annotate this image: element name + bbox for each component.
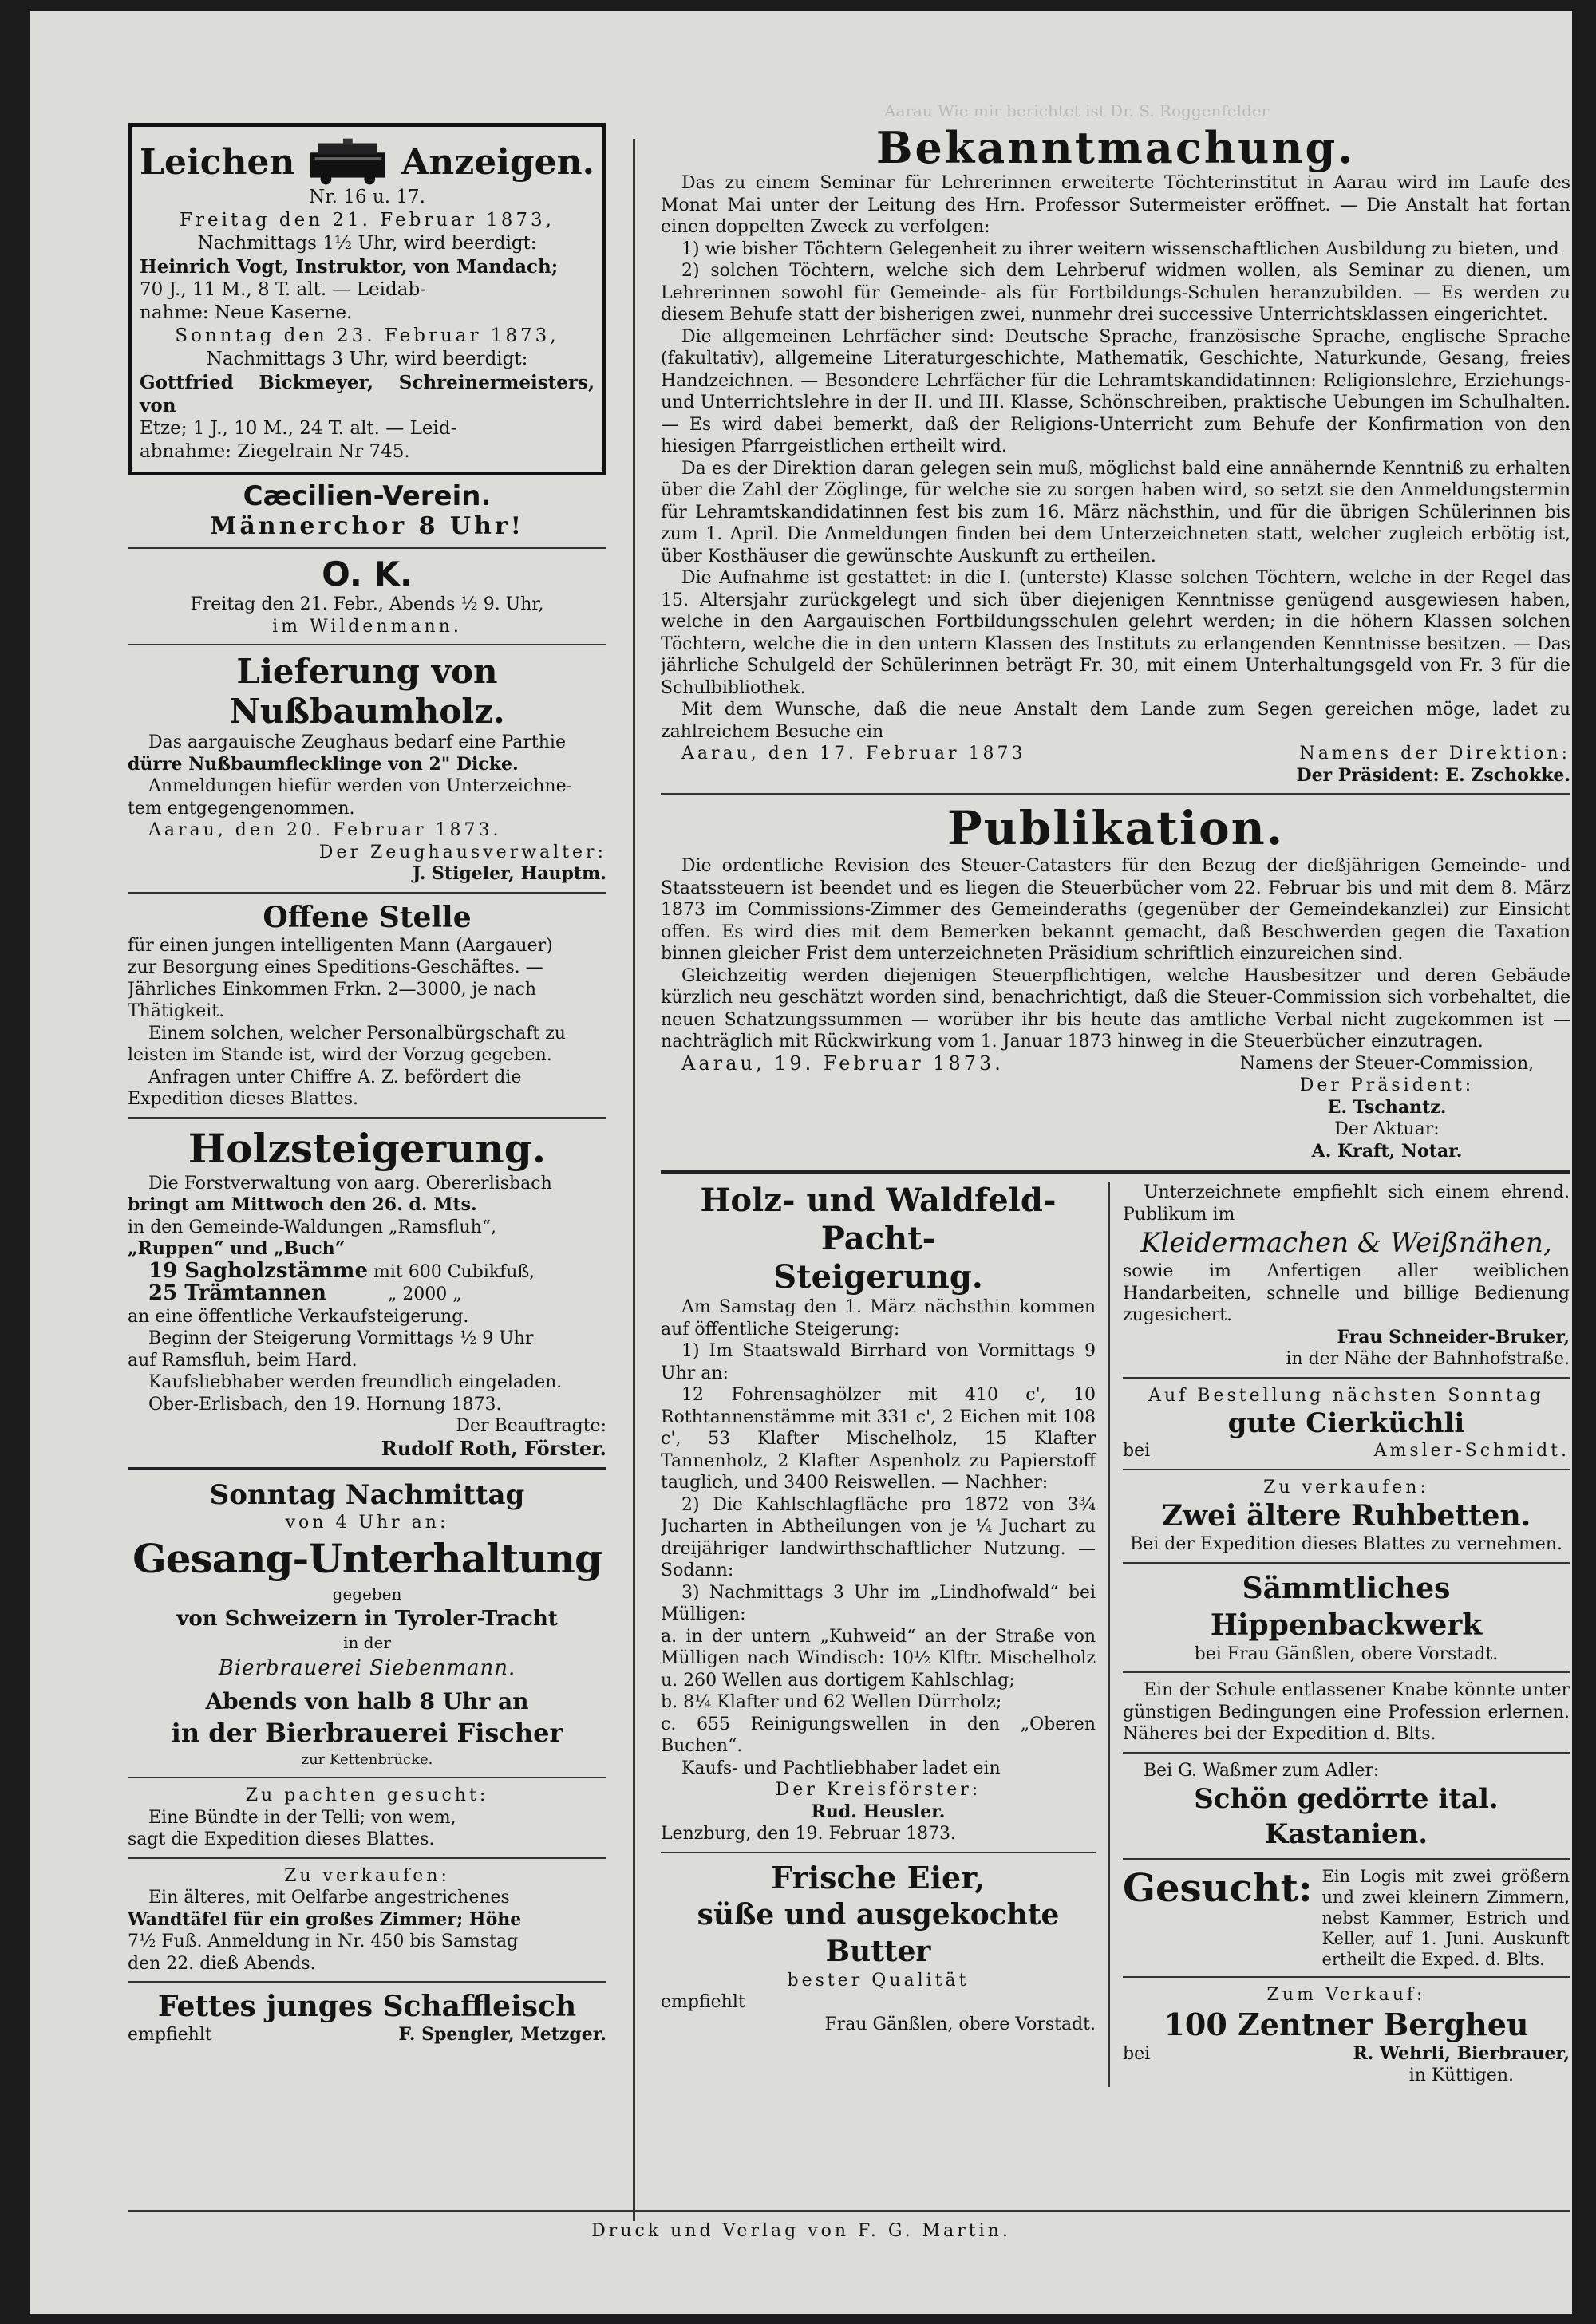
caecilien-notice xyxy=(128,480,606,541)
publication xyxy=(661,801,1570,1162)
walnut-line-3: Anmeldungen hiefür werden von Unterzeichne- xyxy=(148,776,573,796)
announcement-p3: 2) solchen Töchtern, welche sich dem Lehrberuf widmen wollen, als Seminar zu dienen, um Lehrerinnen sowohl für Gemeinde- als für Fortbildungs-Schulen heranzubilden. — Es werden zu diesem Behufe statt der bisherigen zwei, nunmehr drei successive Unterrichtsklassen eingerichtet. xyxy=(661,261,1570,325)
caecilien-subtitle: Männerchor 8 Uhr! xyxy=(210,512,524,540)
forest-lease-date: Lenzburg, den 19. Februar 1873. xyxy=(661,1824,956,1844)
walnut-title: Lieferung von Nußbaumholz. xyxy=(229,652,505,731)
dressmaking-notice xyxy=(1123,1182,1570,1371)
bleed-through-text: Aarau Wie mir berichtet ist Dr. S. Roggenfelder xyxy=(884,101,1270,120)
dressmaking-title: Kleidermachen & Weißnähen, xyxy=(1140,1227,1552,1259)
mutton-signature: F. Spengler, Metzger. xyxy=(398,2024,606,2045)
cuechli-notice xyxy=(1123,1385,1570,1462)
announcement xyxy=(661,123,1570,787)
panelling-line-2: Wandtäfel für ein großes Zimmer; Höhe xyxy=(128,1908,522,1930)
lodging-wanted-notice xyxy=(1123,1866,1570,1970)
timber-line-9: auf Ramsfluh, beim Hard. xyxy=(128,1350,358,1371)
cuechli-title: gute Cierküchli xyxy=(1227,1407,1465,1439)
cuechli-seller: Amsler-Schmidt. xyxy=(1373,1441,1570,1461)
publication-signature-1: Namens der Steuer-Commission, xyxy=(1239,1053,1535,1074)
apprentice-line-1: Ein der Schule entlassener Knabe könnte unter günstigen Bedingungen eine Profession erlernen. Näheres bei der Expedition d. Blts. xyxy=(1123,1680,1570,1744)
forest-lease-p4: 2) Die Kahlschlagfläche pro 1872 von 3¾ Jucharten in Abtheilungen von je ¼ Juchart zu dreijähriger landwirthschaftlicher Nutzung. — Sodann: xyxy=(661,1494,1096,1580)
separator xyxy=(661,1170,1570,1174)
notice-name-1: Heinrich Vogt, Instruktor, von Mandach; xyxy=(140,256,559,278)
forest-lease-p9: Kaufs- und Pachtliebhaber ladet ein xyxy=(681,1758,1001,1778)
announcement-p4: Die allgemeinen Lehrfächer sind: Deutsche Sprache, französische Sprache, englische Sprache (fakultativ), allgemeine Literaturgeschichte, Mathematik, Geschichte, Naturkunde, Gesang, freies Handzeichnen. — Besondere Lehrfächer für die Lehramtskandidatinnen: Religionslehre, Erziehungs- und Unterrichtslehre in der II. und III. Klasse, Schönschreiben, praktische Uebungen im Schulhalten. — Es wird dabei bemerkt, daß der Religions-Unterricht zum Behufe der Konfirmation von den hiesigen Pfarrgeistlichen ertheilt wird. xyxy=(661,326,1570,456)
walnut-signature-role: Der Zeughausverwalter: xyxy=(318,842,606,862)
footer-imprint: Druck und Verlag von F. G. Martin. xyxy=(591,2221,1011,2241)
concert-time: von 4 Uhr an: xyxy=(285,1513,449,1533)
timber-line-7: an eine öffentliche Verkaufsteigerung. xyxy=(128,1306,469,1327)
job-line-4: Thätigkeit. xyxy=(128,1001,225,1021)
walnut-line-1: Das aargauische Zeughaus bedarf eine Parthie xyxy=(148,732,566,752)
forest-lease-p5: 3) Nachmittags 3 Uhr im „Lindhofwald“ bei Mülligen: xyxy=(661,1582,1096,1624)
lodging-line-1: Ein Logis mit zwei größern und zwei kleinern Zimmern, nebst Kammer, Estrich und Keller, auf 1. Juni. Auskunft ertheilt die Exped. d. Blts. xyxy=(1321,1867,1570,1969)
panelling-line-3: 7½ Fuß. Anmeldung in Nr. 450 bis Samstag xyxy=(128,1931,519,1951)
timber-auction-title: Holzsteigerung. xyxy=(188,1124,547,1172)
eggs-butter-notice xyxy=(661,1860,1096,2036)
death-notices xyxy=(128,123,606,475)
butter-title: süße und ausgekochte Butter xyxy=(697,1897,1060,1968)
publication-signature-4: Der Aktuar: xyxy=(1334,1119,1440,1139)
publication-signature-5: A. Kraft, Notar. xyxy=(1311,1140,1463,1162)
walnut-date: Aarau, den 20. Februar 1873. xyxy=(148,820,502,840)
separator xyxy=(1123,1671,1570,1673)
chestnuts-line-1: Bei G. Waßmer zum Adler: xyxy=(1144,1760,1380,1781)
separator xyxy=(1123,1976,1570,1978)
job-line-8: Expedition dieses Blattes. xyxy=(128,1089,359,1109)
separator xyxy=(661,1852,1096,1853)
separator xyxy=(128,1857,606,1859)
timber-signature-role: Der Beauftragte: xyxy=(456,1416,606,1436)
forest-lease-p7: b. 8¼ Klafter und 62 Wellen Dürrholz; xyxy=(661,1692,1002,1712)
chestnuts-title: Schön gedörrte ital. Kastanien. xyxy=(1194,1783,1499,1850)
forest-lease-p6: a. in der untern „Kuhweid“ an der Straße von Mülligen nach Windisch: 10½ Klftr. Mischelholz u. 260 Wellen aus dortigem Kahlschlag; xyxy=(661,1626,1096,1691)
mutton-title: Fettes junges Schaffleisch xyxy=(157,1990,577,2023)
ok-line-1: Freitag den 21. Febr., Abends ½ 9. Uhr, xyxy=(190,594,544,614)
forest-lease-title-1: Holz- und Waldfeld-Pacht- xyxy=(700,1182,1057,1257)
right-column xyxy=(661,123,1570,2157)
timber-line-8: Beginn der Steigerung Vormittags ½ 9 Uhr xyxy=(148,1328,534,1348)
hay-seller: R. Wehrli, Bierbrauer, xyxy=(1353,2042,1570,2064)
announcement-title: Bekanntmachung. xyxy=(875,123,1356,173)
daybeds-title: Zwei ältere Ruhbetten. xyxy=(1161,1499,1531,1533)
forest-lease-p1: Am Samstag den 1. März nächsthin kommen auf öffentliche Steigerung: xyxy=(661,1297,1096,1340)
timber-line-10: Kaufsliebhaber werden freundlich eingeladen. xyxy=(148,1372,563,1392)
separator xyxy=(1123,1562,1570,1564)
forest-lease-p2: 1) Im Staatswald Birrhard von Vormittags 9 Uhr an: xyxy=(661,1341,1096,1383)
notice-date-1: Freitag den 21. Februar 1873, xyxy=(180,210,555,231)
concert-venue-2: in der Bierbrauerei Fischer xyxy=(171,1717,563,1748)
job-line-5: Einem solchen, welcher Personalbürgschaft zu xyxy=(148,1023,566,1044)
forest-lease-title-2: Steigerung. xyxy=(773,1258,983,1296)
separator xyxy=(661,793,1570,795)
separator xyxy=(1123,1469,1570,1470)
walnut-line-4: tem entgegengenommen. xyxy=(128,798,355,819)
notice-place-1: nahme: Neue Kaserne. xyxy=(140,302,353,323)
timber-item-2: 25 Trämtannen xyxy=(148,1281,326,1305)
daybeds-line-1: Bei der Expedition dieses Blattes zu vernehmen. xyxy=(1130,1534,1562,1554)
publication-date: Aarau, 19. Februar 1873. xyxy=(681,1052,1004,1075)
newspaper-page xyxy=(30,11,1572,2314)
hay-at: bei xyxy=(1123,2043,1151,2064)
hay-place: in Küttigen. xyxy=(1408,2066,1514,2085)
wafers-title: Sämmtliches Hippenbackwerk xyxy=(1210,1571,1483,1642)
concert-given: gegeben xyxy=(332,1584,402,1604)
walnut-notice xyxy=(128,652,606,886)
announcement-p1: Das zu einem Seminar für Lehrerinnen erweiterte Töchterinstitut in Aarau wird im Laufe des Monat Mai unter der Leitung des Hrn. Professor Sutermeister eröffnet. — Die Anstalt hat fortan einen doppelten Zweck zu verfolgen: xyxy=(661,173,1570,237)
chestnuts-notice xyxy=(1123,1760,1570,1852)
forest-lease-signature-role: Der Kreisförster: xyxy=(775,1780,982,1800)
notice-name-2: Gottfried Bickmeyer, Schreinermeisters, von xyxy=(140,372,595,416)
timber-line-3: in den Gemeinde-Waldungen „Ramsfluh“, xyxy=(128,1217,496,1237)
apprentice-notice xyxy=(1123,1679,1570,1746)
timber-item-2-volume: „ 2000 „ xyxy=(387,1284,462,1304)
separator xyxy=(1123,1858,1570,1860)
notice-numbers: Nr. 16 u. 17. xyxy=(309,187,425,207)
job-line-6: leisten im Stande ist, wird der Vorzug gegeben. xyxy=(128,1045,552,1065)
separator xyxy=(1123,1752,1570,1754)
eggs-signature: Frau Gänßlen, obere Vorstadt. xyxy=(824,2014,1096,2034)
dressmaking-signature: Frau Schneider-Bruker, xyxy=(1337,1326,1570,1347)
concert-evening: Abends von halb 8 Uhr an xyxy=(205,1687,529,1714)
timber-line-1: Die Forstverwaltung von aarg. Obererlisbach xyxy=(148,1173,552,1194)
announcement-date: Aarau, den 17. Februar 1873 xyxy=(681,744,1026,763)
footer-rule xyxy=(128,2210,1570,2212)
timber-line-2: bringt am Mittwoch den 26. d. Mts. xyxy=(128,1194,477,1215)
concert-day: Sonntag Nachmittag xyxy=(209,1479,525,1511)
publication-signature-3: E. Tschantz. xyxy=(1327,1096,1447,1118)
wafers-notice xyxy=(1123,1570,1570,1666)
separator xyxy=(128,1981,606,1983)
separator xyxy=(128,1117,606,1119)
timber-auction-notice xyxy=(128,1125,606,1460)
job-line-7: Anfragen unter Chiffre A. Z. befördert die xyxy=(148,1067,522,1087)
concert-performers: von Schweizern in Tyroler-Tracht xyxy=(176,1607,558,1631)
concert-venue-note: zur Kettenbrücke. xyxy=(301,1750,433,1768)
daybeds-notice xyxy=(1123,1477,1570,1556)
publication-p2: Gleichzeitig werden diejenigen Steuerpflichtigen, welche Hausbesitzer und deren Gebäude kürzlich neu geschätzt worden sind, benachrichtigt, daß die Steuer-Commission sich vorbehaltet, die neuen Schatzungssummen — worüber ihr bis heute das amtliche Verbal nicht zugekommen ist — nachträglich mit Rückwirkung vom 1. Januar 1873 hinweg in die Steuerbücher einzutragen. xyxy=(661,965,1570,1052)
forest-lease-signature-name: Rud. Heusler. xyxy=(811,1801,946,1822)
cuechli-line-1: Auf Bestellung nächsten Sonntag xyxy=(1148,1385,1544,1406)
panelling-sale-notice xyxy=(128,1865,606,1975)
hay-title: 100 Zentner Bergheu xyxy=(1163,2006,1529,2042)
lease-line-2: sagt die Expedition dieses Blattes. xyxy=(128,1829,435,1849)
forest-lease-auction xyxy=(661,1182,1096,1845)
notice-age-1: 70 J., 11 M., 8 T. alt. — Leidab- xyxy=(140,279,426,300)
lease-head: Zu pachten gesucht: xyxy=(245,1785,489,1805)
announcement-p2: 1) wie bisher Töchtern Gelegenheit zu ihrer weitern wissenschaftlichen Ausbildung zu bieten, und xyxy=(681,239,1559,259)
publication-title: Publikation. xyxy=(946,801,1285,855)
timber-date: Ober-Erlisbach, den 19. Hornung 1873. xyxy=(148,1394,502,1415)
dressmaking-address: in der Nähe der Bahnhofstraße. xyxy=(1286,1349,1570,1369)
cuechli-at: bei xyxy=(1123,1441,1151,1461)
notice-place-2: abnahme: Ziegelrain Nr 745. xyxy=(140,441,410,462)
concert-venue-1: Bierbrauerei Siebenmann. xyxy=(218,1655,516,1680)
separator xyxy=(128,1777,606,1778)
concert-in-the: in der xyxy=(343,1633,391,1652)
walnut-signature-name: J. Stigeler, Hauptm. xyxy=(413,863,606,884)
dressmaking-line-1: Unterzeichnete empfiehlt sich einem ehrend. Publikum im xyxy=(1123,1182,1570,1225)
ok-title: O. K. xyxy=(322,554,413,594)
publication-p1: Die ordentliche Revision des Steuer-Catasters für den Bezug der dießjährigen Gemeinde- und Staatssteuern ist beendet und es liegen die Steuerbücher vom 22. Februar bis und mit dem 8. März 1873 im Commissions-Zimmer des Gemeinderaths (gegenüber der Gemeindekanzlei) zur Einsicht offen. Es wird dies mit dem Bemerken bekannt gemacht, daß Beschwerden gegen die Taxation binnen gleicher Frist dem unterzeichneten Präsidium schriftlich einzureichen sind. xyxy=(661,856,1570,964)
panelling-line-4: den 22. dieß Abends. xyxy=(128,1953,316,1974)
lower-sub-column-right xyxy=(1110,1182,1570,2087)
notice-time-1: Nachmittags 1½ Uhr, wird beerdigt: xyxy=(197,233,537,254)
job-line-3: Jährliches Einkommen Frkn. 2—3000, je nach xyxy=(128,979,537,1000)
ok-line-2: im Wildenmann. xyxy=(272,616,462,637)
forest-lease-p8: c. 655 Reinigungswellen in den „Oberen Buchen“. xyxy=(661,1714,1096,1756)
separator xyxy=(1123,1377,1570,1379)
concert-title: Gesang-Unterhaltung xyxy=(132,1534,602,1582)
panelling-line-1: Ein älteres, mit Oelfarbe angestrichenes xyxy=(148,1888,510,1908)
forest-lease-p3: 12 Fohrensaghölzer mit 410 c', 10 Rothtannenstämme mit 331 c', 2 Eichen mit 108 c', 53 Klafter Mischelholz, 15 Klafter Tannenholz, 2 Klafter Aspenholz zu Papierstoff tauglich, und 3400 Reiswellen. — Nachher: xyxy=(661,1385,1096,1493)
notice-age-2: Etze; 1 J., 10 M., 24 T. alt. — Leid- xyxy=(140,418,457,439)
eggs-recommends: empfiehlt xyxy=(661,1992,745,2012)
death-notices-title-left: Leichen xyxy=(140,141,295,183)
notice-date-2: Sonntag den 23. Februar 1873, xyxy=(175,326,559,346)
wafers-line-1: bei Frau Gänßlen, obere Vorstadt. xyxy=(1194,1643,1499,1664)
job-line-1: für einen jungen intelligenten Mann (Aargauer) xyxy=(128,935,553,956)
job-title: Offene Stelle xyxy=(263,900,472,934)
lodging-title: Gesucht: xyxy=(1123,1866,1313,1911)
caecilien-title: Cæcilien-Verein. xyxy=(243,480,492,512)
lower-sub-column-left xyxy=(661,1182,1110,2087)
separator xyxy=(128,892,606,894)
hay-notice xyxy=(1123,1984,1570,2087)
hearse-icon xyxy=(307,138,389,186)
panelling-head: Zu verkaufen: xyxy=(284,1865,450,1886)
ok-notice xyxy=(128,555,606,637)
daybeds-head: Zu verkaufen: xyxy=(1263,1477,1429,1497)
eggs-title: Frische Eier, xyxy=(771,1859,986,1896)
hay-head: Zum Verkauf: xyxy=(1266,1985,1426,2005)
dressmaking-line-2: sowie im Anfertigen aller weiblichen Handarbeiten, schnelle und billige Bedienung zugesichert. xyxy=(1123,1261,1570,1325)
separator xyxy=(128,547,606,549)
mutton-recommends: empfiehlt xyxy=(128,2025,212,2045)
timber-line-4: „Ruppen“ und „Buch“ xyxy=(128,1238,346,1259)
job-notice xyxy=(128,900,606,1111)
timber-item-1: 19 Sagholzstämme xyxy=(148,1258,368,1283)
announcement-p6: Die Aufnahme ist gestattet: in die I. (unterste) Klasse solchen Töchtern, welche in der Regel das 15. Altersjahr zurückgelegt und sich über diejenigen Kenntnisse genügend ausgewiesen haben, welche in den Aargauischen Fortbildungsschulen gelehrt werden; in die höhern Klassen solchen Töchtern, welche die in den untern Klassen des Instituts zu erlangenden Kenntnisse besitzen. — Das jährliche Schulgeld der Schülerinnen beträgt Fr. 30, mit einem Unterhaltungsgeld von Fr. 3 für die Schulbibliothek. xyxy=(661,568,1570,698)
column-divider xyxy=(633,139,635,2221)
announcement-signature-name: Der Präsident: E. Zschokke. xyxy=(1296,764,1570,786)
publication-signature-2: Der Präsident: xyxy=(1299,1075,1475,1095)
left-column xyxy=(128,123,606,2157)
lease-line-1: Eine Bündte in der Telli; von wem, xyxy=(148,1807,456,1828)
mutton-notice xyxy=(128,1989,606,2046)
death-notices-title-right: Anzeigen. xyxy=(401,141,595,183)
separator xyxy=(128,644,606,645)
notice-time-2: Nachmittags 3 Uhr, wird beerdigt: xyxy=(206,349,528,369)
lease-wanted-notice xyxy=(128,1785,606,1851)
lower-right-grid xyxy=(661,1182,1570,2087)
timber-signature-name: Rudolf Roth, Förster. xyxy=(381,1436,606,1460)
eggs-quality: bester Qualität xyxy=(787,1970,970,1991)
timber-item-1-volume: mit 600 Cubikfuß, xyxy=(373,1261,535,1282)
announcement-signature-role: Namens der Direktion: xyxy=(1299,744,1570,763)
job-line-2: zur Besorgung eines Speditions-Geschäftes. — xyxy=(128,957,543,977)
walnut-line-2: dürre Nußbaumflecklinge von 2" Dicke. xyxy=(128,753,519,775)
announcement-p5: Da es der Direktion daran gelegen sein muß, möglichst bald eine annähernde Kenntniß zu erhalten über die Zahl der Zöglinge, für welche sie zu sorgen haben wird, so setzt sie den Anmeldungstermin für Lehramtskandidatinnen fest bis zum 16. März nächsthin, und für die übrigen Schülerinnen bis zum 1. April. Die Anmeldungen finden bei dem Unterzeichneten statt, welcher zugleich erbötig ist, über Kosthäuser die gewünschte Auskunft zu ertheilen. xyxy=(661,458,1570,566)
concert-notice xyxy=(128,1478,606,1770)
separator xyxy=(128,1467,606,1470)
announcement-p7: Mit dem Wunsche, daß die neue Anstalt dem Lande zum Segen gereichen möge, ladet zu zahlreichem Besuche ein xyxy=(661,700,1570,742)
